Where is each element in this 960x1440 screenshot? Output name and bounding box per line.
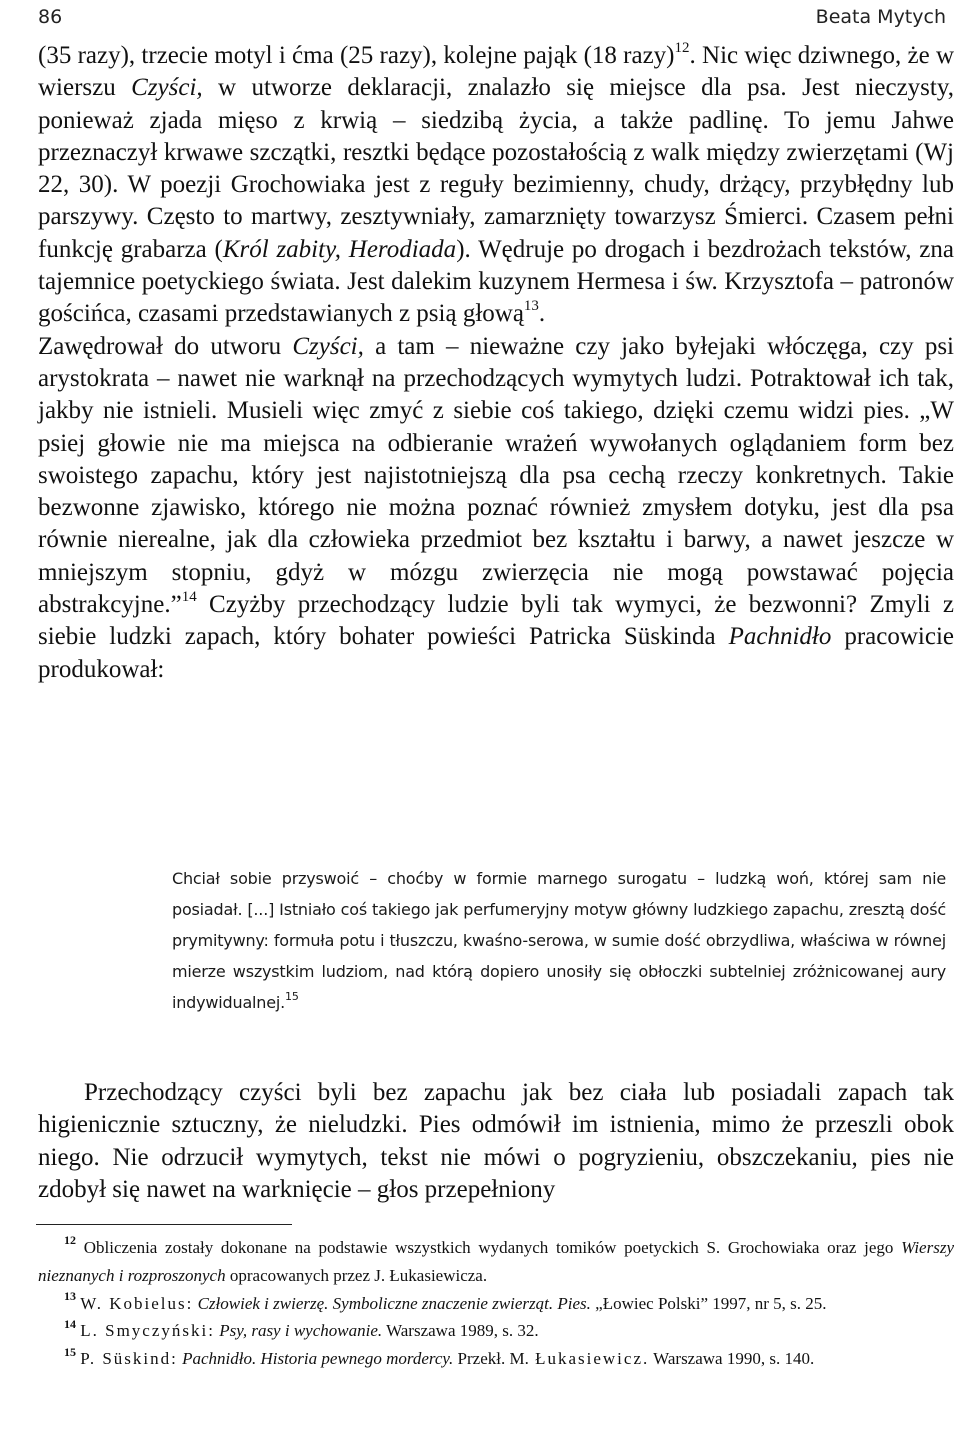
continuation-text	[38, 1077, 954, 1207]
footnote-12: $^{12}$ Obliczenia zostały dokonane na podstawie wszystkich wydanych tomików poetyckich S. Grochowiaka oraz jego Wierszy nieznanych i rozproszonych opracowanych przez J. Łukasiewicza.	[38, 1233, 954, 1285]
paragraph-2: Zawędrował do utworu Czyści, a tam – nieważne czy jako byłejaki włóczęga, czy psi arystokrata – nawet nie warknął na przechodzących wymytych ludzi. Potraktował ich tak, jakby nie istnieli. Musieli więc zmyć z siebie coś takiego, dzięki czemu widzi pies. „W psiej głowie nie ma miejsca na odbieranie wrażeń wywołanych oglądaniem form bez swoistego zapachu, który jest najistotniejszą dla psa cechą rzeczy konkretnych. Takie bezwonne zjawisko, którego nie można poznać również zmysłem dotyku, jest dla psa równie nierealne, jak dla człowieka przedmiot bez kształtu i barwy, a nawet jeszcze w mniejszym stopniu, gdyż w mózgu zwierzęcia nie mogą powstawać pojęcia abstrakcyjne.”$^{14}$ Czyżby przechodzący ludzie byli tak wymyci, że bezwonni? Zmyli z siebie ludzki zapach, który bohater powieści Patricka Süskinda Pachnidło pracowicie produkował:	[38, 332, 955, 683]
footnote-ref-13[interactable]: 13	[523, 298, 539, 315]
footnote-ref-15[interactable]: 15	[285, 989, 299, 1003]
footnote-ref-12[interactable]: 12	[674, 39, 690, 56]
page-header	[38, 6, 946, 36]
footnote-separator	[36, 1224, 292, 1225]
footnote-ref-14[interactable]: 14	[181, 588, 197, 605]
paragraph-3: Przechodzący czyści byli bez zapachu jak bez ciała lub posiadali zapach tak higienicznie sztuczny, że nieludzki. Pies odmówił im istnienia, mimo że przeszli obok niego. Nie odrzucił wymytych, tekst nie mówi o pogryzieniu, obszczekaniu, pies nie zdobył się nawet na warknięcie – głos przepełniony	[38, 1079, 954, 1204]
paragraph-1: (35 razy), trzecie motyl i ćma (25 razy), kolejne pająk (18 razy)$^{12}$. Nic więc dziwnego, że w wierszu Czyści, w utworze deklaracji, znalazło się miejsce dla psa. Jest nieczysty, ponieważ zjada mięso z krwią – siedzibą życia, a także padlinę. To jemu Jahwe przeznaczył krwawe szczątki, resztki będące pozostałością z walk między zwierzętami (Wj 22, 30). W poezji Grochowiaka jest z reguły bezimienny, chudy, drżący, przybłędny lub parszywy. Często to martwy, zesztywniały, zamarznięty towarzysz Śmierci. Czasem pełni funkcję grabarza (Król zabity, Herodiada). Wędruje po drogach i bezdrożach tekstów, zna tajemnice poetyckiego świata. Jest dalekim kuzynem Hermesa i św. Krzysztofa – patronów gościńca, czasami przedstawianych z psią głową$^{13}$.	[38, 39, 954, 328]
footnotes	[38, 1234, 954, 1373]
footnote-15: $^{15}$ P. Süskind: Pachnidło. Historia pewnego mordercy. Przekł. M. Łukasiewicz. Warszawa 1990, s. 140.	[64, 1344, 815, 1369]
footnote-13: $^{13}$ W. Kobielus: Człowiek i zwierzę. Symboliczne znaczenie zwierząt. Pies. „Łowiec Polski” 1997, nr 5, s. 25.	[64, 1288, 827, 1313]
running-head-author: Beata Mytych	[815, 6, 946, 28]
page-number: 86	[38, 6, 63, 28]
main-text	[38, 40, 954, 686]
block-quote: Chciał sobie przyswoić – choćby w formie marnego surogatu – ludzką woń, której sam nie posiadał. [...] Istniało coś takiego jak perfumeryjny motyw główny ludzkiego zapachu, zresztą dość prymitywny: formuła potu i tłuszczu, kwaśno-serowa, w sumie dość obrzydliwa, właściwa w równej mierze wszystkim ludziom, nad którą dopiero unosiły się obłoczki subtelniej zróżnicowanej aury indywidualnej.$^{15}$	[172, 869, 946, 1012]
footnote-14: $^{14}$ L. Smyczyński: Psy, rasy i wychowanie. Warszawa 1989, s. 32.	[64, 1316, 539, 1341]
